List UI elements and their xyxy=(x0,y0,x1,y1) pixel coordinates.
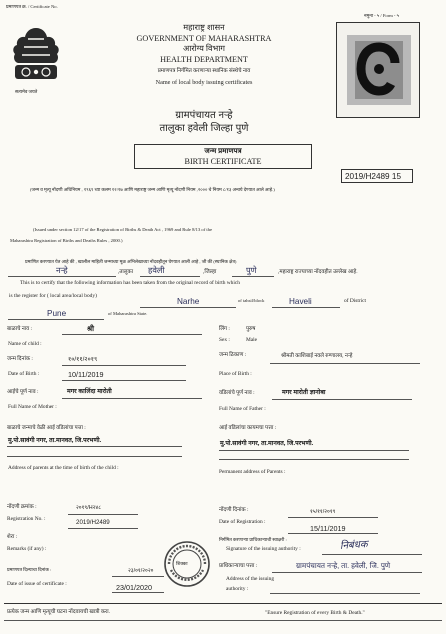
authority-address-label-english-2: authority : xyxy=(226,586,249,592)
tahsil-label: of tahsil/block xyxy=(238,298,265,303)
statute-marathi: (जन्म व मृत्यू नोंदणी अधिनियम , १९६९ च्या कलम १२/१७ आणि महाराष्ट्र जन्म आणि मृत्यू नोंदणी नियम ,२००० चे नियम ८/१३ अन्वये देण्यात आले आहे.) xyxy=(30,187,275,192)
father-label-english: Full Name of Father : xyxy=(219,406,266,412)
dob-label-marathi: जन्म दिनांक : xyxy=(7,356,33,362)
reg-date-marathi-underline xyxy=(288,517,378,518)
child-name-value: श्री xyxy=(87,324,94,333)
dob-english-underline xyxy=(62,380,186,381)
reg-date-value-english: 15/11/2019 xyxy=(310,524,346,533)
sex-label-marathi: लिंग : xyxy=(219,326,230,332)
register-text: is the register for ( local area/local body) xyxy=(9,293,97,299)
mother-label-marathi: आईचे पूर्ण नाव : xyxy=(7,389,39,395)
emblem-motto: सत्यमेव जयते xyxy=(15,89,38,94)
pob-label-marathi: जन्म ठिकाण : xyxy=(219,352,247,358)
state-emblem-icon xyxy=(6,24,66,94)
father-underline xyxy=(272,399,412,400)
address-perm-value: मु.पो.सावंगी नगर, ता.मानवत, जि.परभणी. xyxy=(220,440,314,447)
authority-address-value: ग्रामपंचायत नऱ्हे, ता. हवेली, जि. पुणे xyxy=(296,561,391,570)
seal-center-text: शिक्का xyxy=(176,561,188,566)
reg-no-label-marathi: नोंदणी क्रमांक : xyxy=(7,504,37,510)
district-english: Pune xyxy=(47,309,67,318)
reg-date-english-underline xyxy=(288,533,378,534)
footer-rule xyxy=(4,603,442,604)
dob-value-english: 10/11/2019 xyxy=(68,370,104,379)
remarks-label-marathi: शेरा : xyxy=(7,534,18,540)
reg-date-value-marathi: १५/११/२०१९ xyxy=(310,509,336,515)
title-box xyxy=(134,144,312,169)
footer-rule-bottom xyxy=(4,620,442,621)
child-name-label-marathi: बाळाचे नाव : xyxy=(7,326,32,332)
local-body-name: ग्रामपंचायत नऱ्हे xyxy=(175,110,233,121)
footer-english: "Ensure Registration of every Birth & Death." xyxy=(265,610,365,616)
address-birth-underline-2 xyxy=(7,456,182,457)
certificate-no-label: प्रमाणपत्र क्र. / Certificate No. xyxy=(6,4,58,9)
reg-no-value-marathi: २०१९/H२४८ xyxy=(76,505,102,511)
sex-value-english: Male xyxy=(246,337,258,343)
reg-date-label-english: Date of Registration : xyxy=(219,519,266,525)
issue-date-english-underline xyxy=(112,592,164,593)
village-english: Narhe xyxy=(177,297,200,306)
village-en-underline xyxy=(140,307,236,308)
taluka-label-marathi: ,तालुका xyxy=(118,269,134,275)
family-welfare-logo-icon xyxy=(345,33,413,107)
statute-english-1: (Issued under section 12/17 of the Registration of Births & Death Act , 1969 and Rule 8/13 of the xyxy=(33,227,212,232)
remarks-label-english: Remarks (if any) : xyxy=(7,546,47,552)
title-english: BIRTH CERTIFICATE xyxy=(184,157,262,166)
father-label-marathi: वडिलांचे पूर्ण नाव : xyxy=(219,390,255,396)
reg-no-marathi-underline xyxy=(68,514,138,515)
dept-marathi: आरोग्य विभाग xyxy=(182,44,226,53)
reg-no-english-underline xyxy=(68,528,138,529)
issue-date-value-marathi: २३/०१/२०२० xyxy=(128,568,154,574)
health-logo-frame xyxy=(336,22,420,118)
reg-no-value-english: 2019/H2489 xyxy=(76,519,110,526)
village-underline xyxy=(8,276,116,277)
authority-address-label-english-1: Address of the issuing xyxy=(226,576,275,582)
sex-label-english: Sex : xyxy=(219,337,230,343)
address-birth-label-english: Address of parents at the time of birth of the child : xyxy=(8,465,119,471)
dob-value-marathi: १०/११/२०१९ xyxy=(68,356,98,363)
dept-english: HEALTH DEPARTMENT xyxy=(160,55,248,64)
signature-label-marathi: निर्गमित करणाऱ्या प्राधिकाऱ्याची स्वाक्षरी : xyxy=(219,537,287,542)
certify-marathi: प्रमाणित करण्यात येत आहे की , खालील माहिती जन्माच्या मूळ अभिलेखाच्या नोंदवहीतून घेण्यात आली आहे , जी की (स्थानिक क्षेत्र) xyxy=(25,259,237,264)
district-en-underline xyxy=(8,319,104,320)
mother-name: मगर कालिंदा मारोती xyxy=(67,388,112,395)
issue-date-value-english: 23/01/2020 xyxy=(116,583,152,592)
dob-marathi-underline xyxy=(62,365,186,366)
title-marathi: जन्म प्रमाणपत्र xyxy=(204,147,242,155)
tahsil-underline xyxy=(272,307,340,308)
pob-label-english: Place of Birth : xyxy=(219,371,252,377)
address-perm-underline xyxy=(219,450,409,451)
gov-title-english: GOVERNMENT OF MAHARASHTRA xyxy=(136,34,272,43)
pob-underline xyxy=(270,363,420,364)
mother-label-english: Full Name of Mother : xyxy=(8,404,57,410)
child-name-label-english: Name of child : xyxy=(8,341,42,347)
district-label: of District xyxy=(344,298,367,304)
father-name: मगर मारोती ज्ञानोबा xyxy=(282,389,326,396)
authority-label-english: Name of local body issuing certificates xyxy=(155,79,253,86)
mother-underline xyxy=(62,398,202,399)
signature-label-english: Signature of the issuing authority : xyxy=(226,546,301,552)
state-text-marathi: ,महाराष्ट्र राज्याच्या नोंदवहीत उल्लेख आहे. xyxy=(278,269,358,275)
taluka-marathi: हवेली xyxy=(148,266,165,275)
statute-english-2: Maharashtra Registration of Births and Deaths Rules , 2000.) xyxy=(10,238,123,243)
address-birth-underline xyxy=(7,446,182,447)
authority-label-marathi: प्रमाणपत्र निर्गमित करणाऱ्या स्थानिक संस्थेचे नाव xyxy=(157,68,251,74)
tahsil-english: Haveli xyxy=(289,297,312,306)
form-number: नमुना - ५ / Form - ५ xyxy=(364,13,399,18)
authority-address-underline xyxy=(272,572,422,573)
issue-date-label-marathi: प्रमाणपत्र दिल्याचा दिनांक : xyxy=(7,567,52,572)
certify-english: This is to certify that the following information has been taken from the original record of birth which xyxy=(20,280,240,286)
reg-number-box xyxy=(341,169,413,183)
pob-value: श्रीमती काशिबाई नवले रुग्णालय, नऱ्हे xyxy=(281,353,353,359)
footer-marathi: प्रत्येक जन्म आणि मृत्यूची घटना नोंदवायची खात्री करा. xyxy=(7,609,110,615)
state-label: of Maharashtra State. xyxy=(108,311,148,316)
taluka-underline xyxy=(140,276,200,277)
sex-value-marathi: पुरुष xyxy=(246,326,256,332)
signature-underline xyxy=(322,554,422,555)
address-perm-label-marathi: आई वडिलांचा कायमचा पत्ता : xyxy=(219,425,277,431)
address-perm-label-english: Permanent address of Parents : xyxy=(219,469,286,475)
district-marathi: पुणे xyxy=(246,266,257,275)
reg-number: 2019/H2489 15 xyxy=(345,172,401,181)
issue-date-marathi-underline xyxy=(112,576,164,577)
district-label-marathi: ,जिल्हा xyxy=(203,269,217,275)
authority-address-underline-2 xyxy=(270,593,420,594)
village-marathi: नऱ्हे xyxy=(56,266,68,275)
signature: निबंधक xyxy=(339,539,369,552)
gov-title-marathi: महाराष्ट्र शासन xyxy=(183,23,225,32)
authority-address-label-marathi: प्राधिकाऱ्याचा पत्ता : xyxy=(219,563,258,569)
address-birth-value: मु.पो.सावंगी नगर, ता.मानवत, जि.परभणी. xyxy=(8,437,102,444)
address-birth-label-marathi: बाळाचे जन्माचे वेळी आई वडिलांचा पत्ता : xyxy=(7,425,86,431)
address-perm-underline-2 xyxy=(219,459,409,460)
issue-date-label-english: Date of issue of certificate : xyxy=(7,581,67,587)
reg-date-label-marathi: नोंदणी दिनांक : xyxy=(219,507,249,513)
dob-label-english: Date of Birth : xyxy=(8,371,40,377)
district-underline xyxy=(232,276,274,277)
reg-no-label-english: Registration No. : xyxy=(7,516,46,522)
child-name-underline xyxy=(62,334,202,335)
local-body-sub: तालुका हवेली जिल्हा पुणे xyxy=(159,123,249,134)
